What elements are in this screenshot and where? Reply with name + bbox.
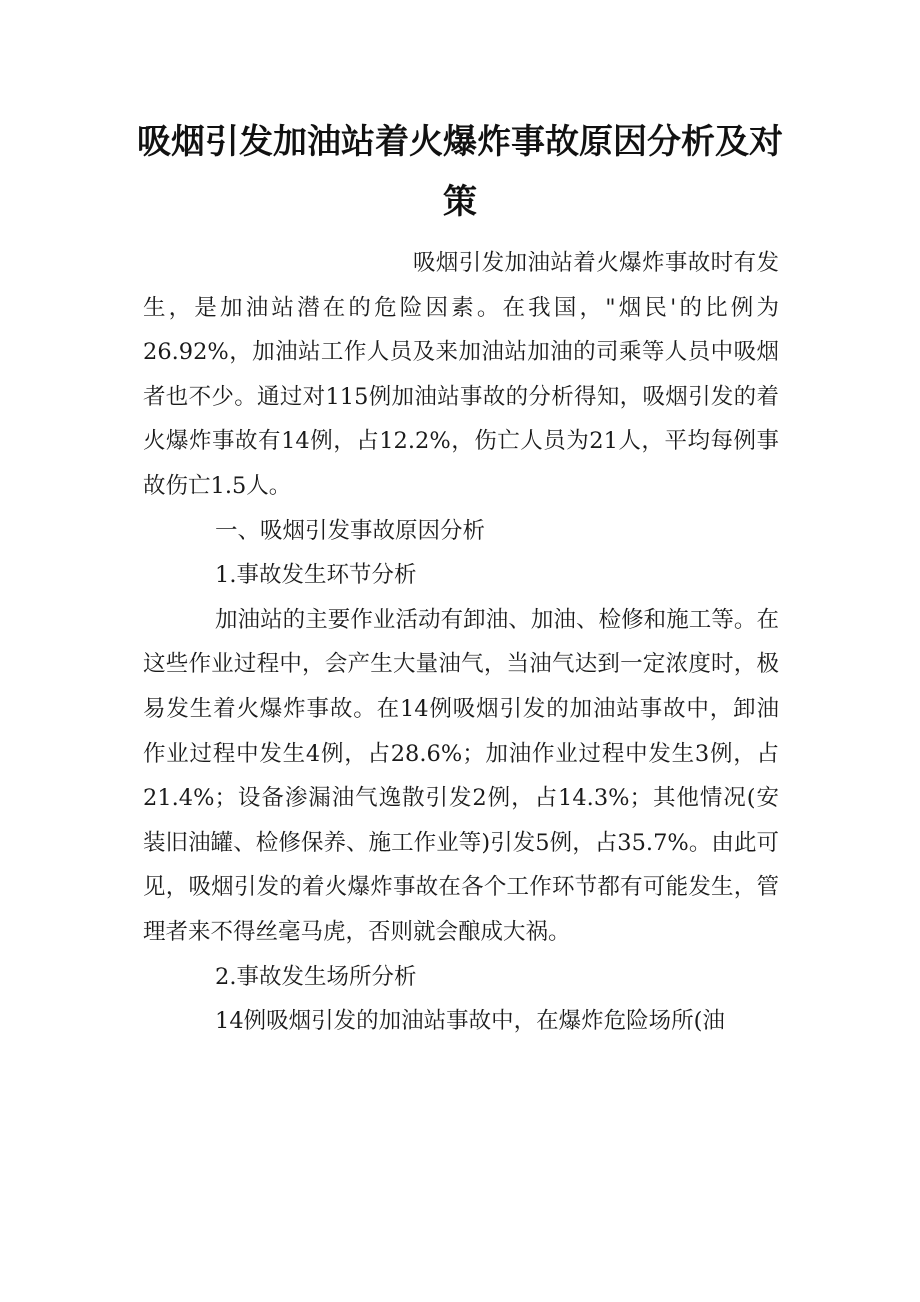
- subsection-heading-1: 1.事故发生环节分析: [215, 562, 417, 589]
- subsection-heading-2: 2.事故发生场所分析: [215, 963, 417, 990]
- section-heading-1: 一、吸烟引发事故原因分析: [215, 517, 486, 544]
- intro-paragraph: 吸烟引发加油站着火爆炸事故时有发生，是加油站潜在的危险因素。在我国，"烟民'的比例为26.92%，加油站工作人员及来加油站加油的司乘等人员中吸烟者也不少。通过对115例加油站事故的分析得知，吸烟引发的着火爆炸事故有14例，占12.2%，伤亡人员为21人，平均每例事故伤亡1.5人。: [143, 250, 779, 499]
- document-title: 吸烟引发加油站着火爆炸事故原因分析及对策: [137, 122, 783, 222]
- body-paragraph: 加油站的主要作业活动有卸油、加油、检修和施工等。在这些作业过程中，会产生大量油气，当油气达到一定浓度时，极易发生着火爆炸事故。在14例吸烟引发的加油站事故中，卸油作业过程中发生4例，占28.6%；加油作业过程中发生3例，占21.4%；设备渗漏油气逸散引发2例，占14.3%；其他情况(安装旧油罐、检修保养、施工作业等)引发5例，占35.7%。由此可见，吸烟引发的着火爆炸事故在各个工作环节都有可能发生，管理者来不得丝毫马虎，否则就会酿成大祸。: [143, 606, 779, 945]
- body-paragraph-truncated: 14例吸烟引发的加油站事故中，在爆炸危险场所(油: [215, 1008, 725, 1035]
- document-body: [143, 241, 779, 1044]
